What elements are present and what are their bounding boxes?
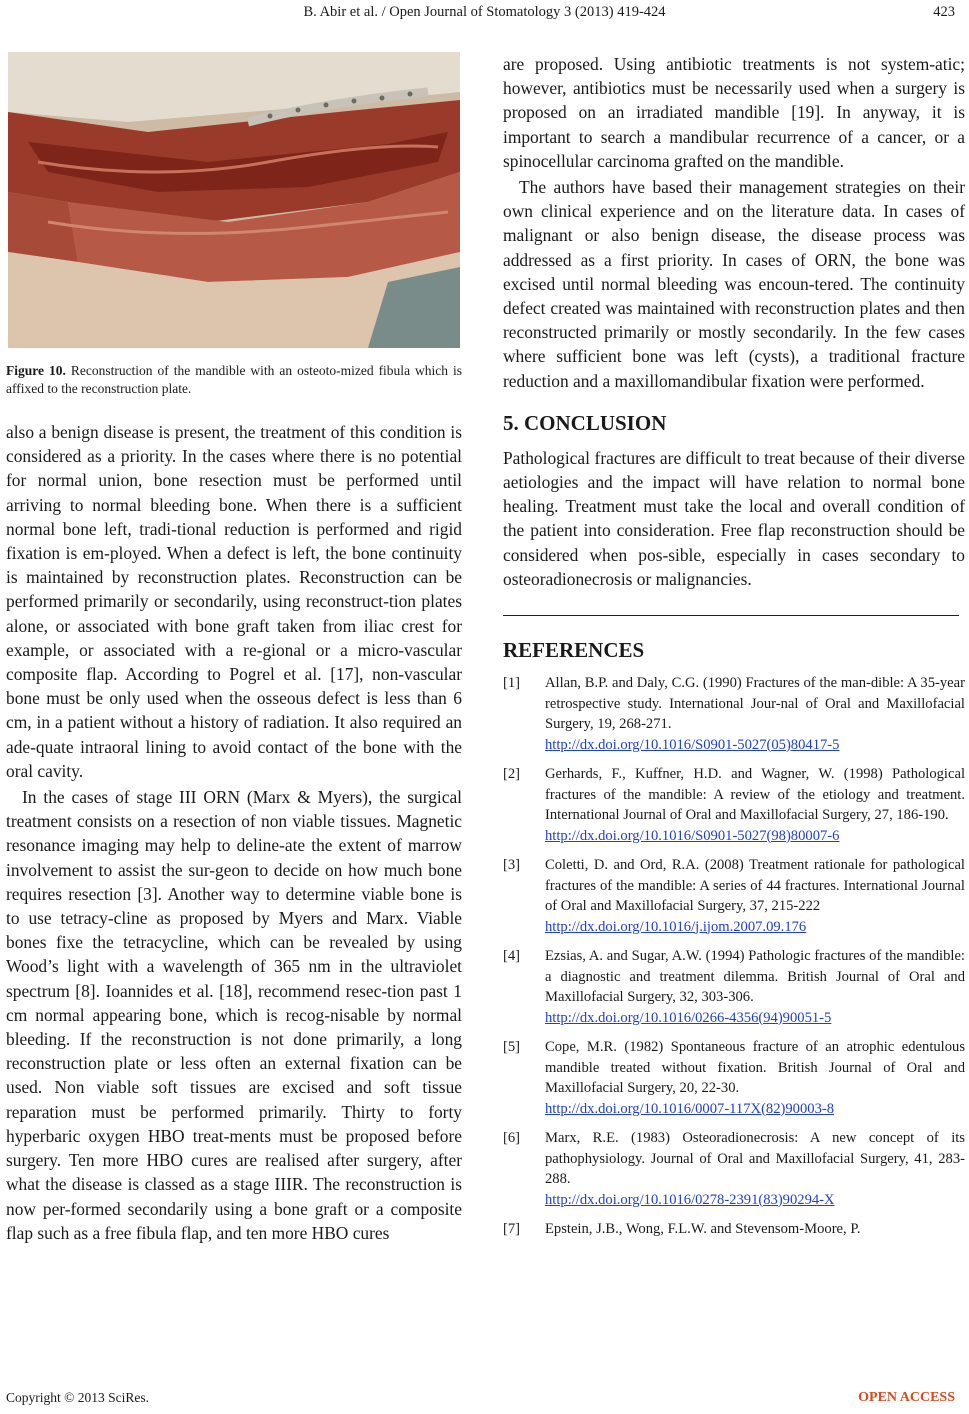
references-heading: REFERENCES <box>503 638 645 663</box>
copyright-notice: Copyright © 2013 SciRes. <box>6 1390 150 1405</box>
reference-number: [4] <box>503 948 521 965</box>
reference-number: [1] <box>503 675 521 692</box>
right-paragraph-2: The authors have based their management strategies on their own clinical experience and on the literature data. In cases of malignant or also benign disease, the disease process was addressed as a first priority. In cases of ORN, the bone was excised until normal bleeding was encoun-tered. The continuity defect created was maintained with reconstruction plates and then reconstructed primarily or mostly secondarily. In the few cases where sufficient bone was left (cysts), a traditional fracture reduction and a maxillomandibular fixation were performed. <box>503 177 965 391</box>
conclusion-heading: 5. CONCLUSION <box>503 410 667 435</box>
reference-number: [2] <box>503 766 521 783</box>
reference-item <box>503 946 965 1028</box>
reference-item <box>503 855 965 937</box>
reference-text: Allan, B.P. and Daly, C.G. (1990) Fractures of the man-dible: A 35-year retrospective study. International Jour-nal of Oral and Maxillofacial Surgery, 19, 268-271. <box>545 675 965 733</box>
reference-number: [7] <box>503 1221 521 1238</box>
figure-caption <box>6 362 462 398</box>
reference-link[interactable]: http://dx.doi.org/10.1016/0266-4356(94)90051-5 <box>545 1009 832 1026</box>
reference-text: Coletti, D. and Ord, R.A. (2008) Treatment rationale for pathological fractures of the mandible: A series of 44 fractures. International Journal of Oral and Maxillofacial Surgery, 37, 215-222 <box>545 857 965 915</box>
figure-label: Figure 10. <box>6 363 66 378</box>
reference-link[interactable]: http://dx.doi.org/10.1016/S0901-5027(05)80417-5 <box>545 736 840 753</box>
left-column <box>6 52 462 1245</box>
reference-item <box>503 1219 965 1240</box>
reference-number: [5] <box>503 1039 521 1056</box>
reference-number: [3] <box>503 857 521 874</box>
section-divider <box>503 615 959 616</box>
right-body <box>503 52 965 393</box>
conclusion-paragraph: Pathological fractures are difficult to treat because of their diverse aetiologies and the impact will have relation to normal bone healing. Treatment must take the local and overall condition of the patient into consideration. Free flap reconstruction should be considered when pos-sible, especially in cases secondary to osteoradionecrosis or malignancies. <box>503 447 965 589</box>
left-paragraph-2: In the cases of stage III ORN (Marx & Myers), the surgical treatment consists on a resection of non viable tissues. Magnetic resonance imaging may help to deline-ate the extent of marrow involvement to assist the sur-geon to decide on how much bone requires resection [3]. Another way to determine viable bone is to use tetracy-cline as proposed by Myers and Marx. Viable bones fixe the tetracycline, which can be revealed by using Wood’s light with a wavelength of 365 nm in the ultraviolet spectrum [8]. Ioannides et al. [18], recommend resec-tion past 1 cm normal appearing bone, which is recog-nisable by normal bleeding. If the reconstruction is not done primarily, a long reconstruction plate or less often an external fixation can be used. Non viable soft tissues are excised and soft tissue reparation must be performed primarily. Thirty to forty hyperbaric oxygen HBO treat-ments must be proposed before surgery. Ten more HBO cures are realised after surgery, after what the disease is classed as a stage IIIR. The reconstruction is now per-formed secondarily using a bone graft or a composite flap such as a free fibula flap, and ten more HBO cures <box>6 787 462 1243</box>
reference-text: Ezsias, A. and Sugar, A.W. (1994) Pathologic fractures of the mandible: a diagnostic and treatment dilemma. British Journal of Oral and Maxillofacial Surgery, 32, 303-306. <box>545 948 965 1006</box>
reference-item <box>503 1128 965 1210</box>
conclusion-body <box>503 446 965 591</box>
surgical-photo-illustration <box>8 52 460 348</box>
reference-item <box>503 673 965 755</box>
open-access-badge: OPEN ACCESS <box>858 1390 955 1405</box>
reference-number: [6] <box>503 1130 521 1147</box>
page-number: 423 <box>933 4 955 20</box>
reference-link[interactable]: http://dx.doi.org/10.1016/S0901-5027(98)80007-6 <box>545 827 840 844</box>
reference-text: Cope, M.R. (1982) Spontaneous fracture of an atrophic edentulous mandible treated without fixation. British Journal of Oral and Maxillofacial Surgery, 20, 22-30. <box>545 1039 965 1097</box>
reference-link[interactable]: http://dx.doi.org/10.1016/0007-117X(82)90003-8 <box>545 1100 835 1117</box>
references-list <box>503 673 965 1240</box>
surgical-photo <box>8 52 460 348</box>
right-column <box>503 52 965 1249</box>
running-header: B. Abir et al. / Open Journal of Stomatology 3 (2013) 419-424 <box>303 4 666 20</box>
reference-text: Epstein, J.B., Wong, F.L.W. and Stevensom-Moore, P. <box>545 1221 861 1238</box>
reference-link[interactable]: http://dx.doi.org/10.1016/j.ijom.2007.09.176 <box>545 918 807 935</box>
left-body <box>6 420 462 1245</box>
reference-text: Marx, R.E. (1983) Osteoradionecrosis: A new concept of its pathophysiology. Journal of Oral and Maxillofacial Surgery, 41, 283-288. <box>545 1130 965 1188</box>
reference-item <box>503 764 965 846</box>
right-paragraph-1: are proposed. Using antibiotic treatments is not system-atic; however, antibiotics must be necessarily used when a surgery is proposed on an irradiated mandible [19]. In anyway, it is important to search a mandibular recurrence of a cancer, or a spinocellular carcinoma grafted on the mandible. <box>503 54 965 171</box>
reference-item <box>503 1037 965 1119</box>
left-paragraph-1: also a benign disease is present, the treatment of this condition is considered as a priority. In the cases where there is no potential for normal union, bone resection must be performed until arriving to normal bleeding bone. When there is a sufficient normal bone left, tradi-tional reduction is performed and rigid fixation is em-ployed. When a defect is left, the bone continuity is maintained by reconstruction plates. Reconstruction can be performed primarily or secondarily, using reconstruct-tion plates alone, or associated with bone graft taken from iliac crest for example, or associated with a re-gional or a micro-vascular composite flap. According to Pogrel et al. [17], non-vascular bone must be only used when the osseous defect is less than 6 cm, in a patient without a history of radiation. It also required an ade-quate intraoral lining to avoid contact of the bone with the oral cavity. <box>6 422 462 781</box>
reference-text: Gerhards, F., Kuffner, H.D. and Wagner, W. (1998) Pathological fractures of the mandible: A review of the etiology and treatment. International Journal of Oral and Maxillofacial Surgery, 27, 186-190. <box>545 766 965 824</box>
figure-caption-text: Reconstruction of the mandible with an osteoto-mized fibula which is affixed to the reconstruction plate. <box>6 363 462 396</box>
reference-link[interactable]: http://dx.doi.org/10.1016/0278-2391(83)90294-X <box>545 1191 835 1208</box>
